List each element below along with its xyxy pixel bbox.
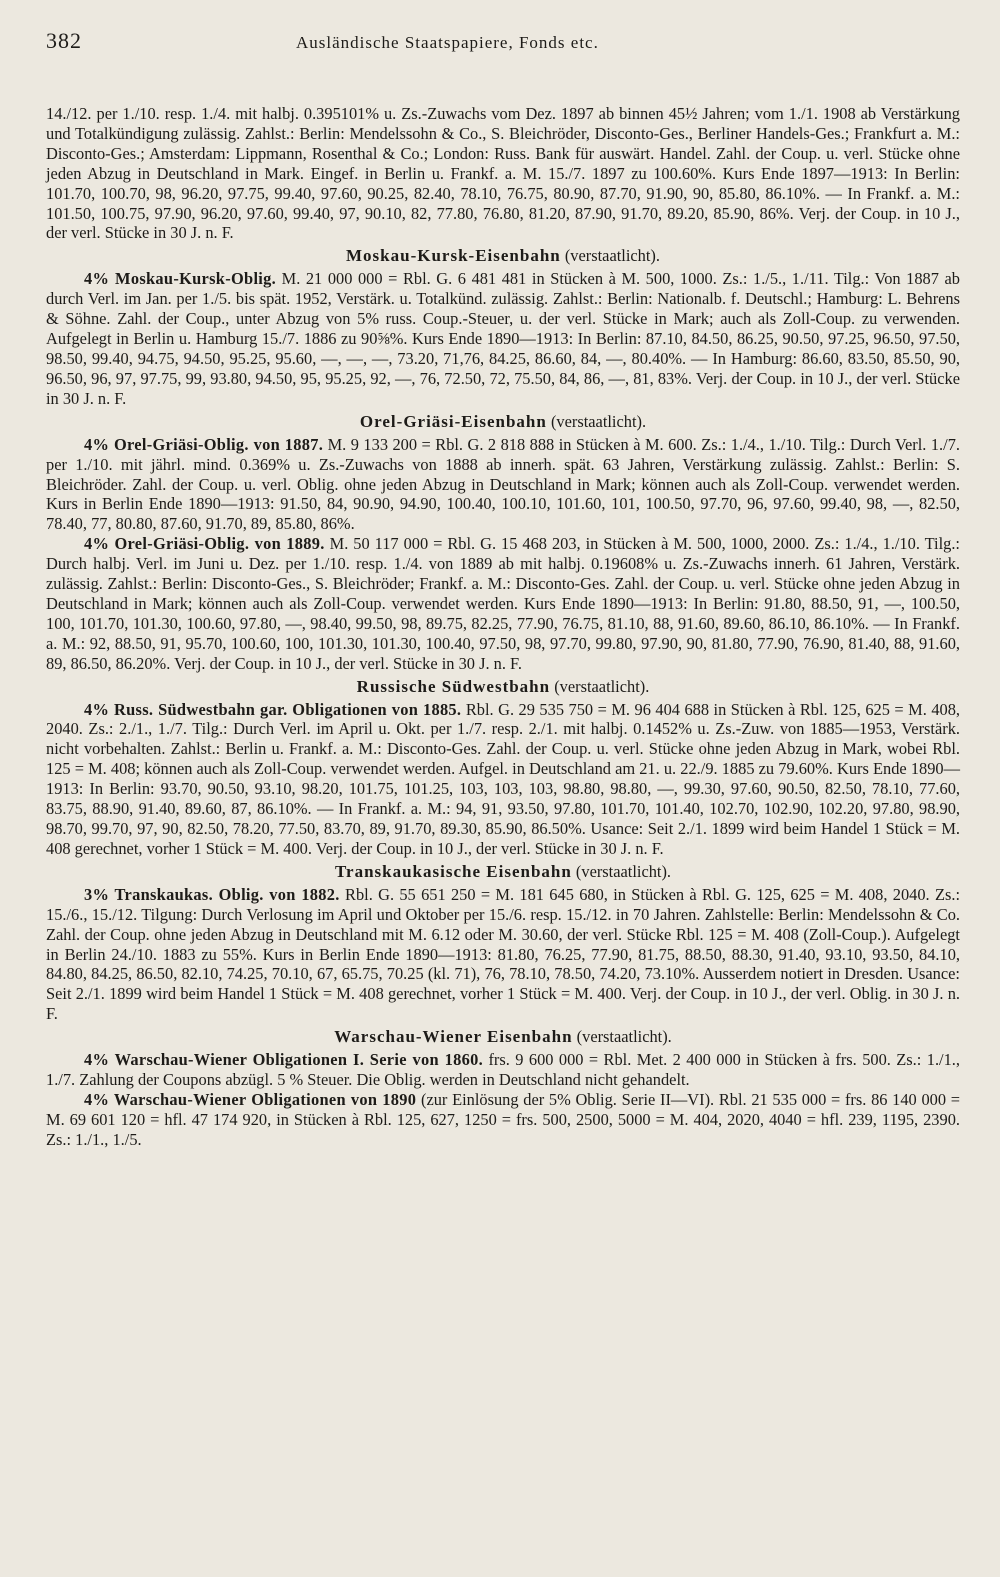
bond-entry-moskau-kursk (46, 269, 960, 408)
bond-title: 4% Moskau-Kursk-Oblig. (84, 269, 277, 289)
section-heading-note: (verstaatlicht). (546, 411, 647, 431)
bond-text: Rbl. G. 55 651 250 = M. 181 645 680, in Stücken à Rbl. G. 125, 625 = M. 408, 2040. Zs.: 15./6., 15./12. Tilgung: Durch Verlosung im April und Oktober per 15./6. resp. 15./12. in 70 Jahren. Zahlstelle: Berlin: Mendelssohn & Co. Zahl. der Coup. ohne jeden Abzug in Deutschland mit M. 6.12 oder M. 30.60, der verl. Stücke Rbl. 125 = M. 408 (Zoll-Coup.). Aufgelegt in Berlin 24./10. 1883 zu 55%. Kurs in Berlin Ende 1890—1913: 81.80, 76.25, 77.90, 81.75, 88.50, 88.30, 91.40, 93.10, 93.50, 84.10, 84.80, 84.25, 86.50, 82.10, 74.25, 70.10, 67, 65.75, 70.25 (kl. 71), 76, 78.10, 78.50, 74.20, 73.10%. Ausserdem notiert in Dresden. Usance: Seit 2./1. 1899 wird beim Handel 1 Stück = M. 408 gerechnet, vorher 1 Stück = M. 400. Verj. der Coup. in 10 J., der verl. Oblig. in 30 J. n. F. (46, 884, 961, 1024)
continued-paragraph: 14./12. per 1./10. resp. 1./4. mit halbj. 0.395101% u. Zs.-Zuwachs vom Dez. 1897 ab binnen 45½ Jahren; vom 1./1. 1908 ab Verstärkung und Totalkündigung zulässig. Zahlst.: Berlin: Mendelssohn & Co., S. Bleichröder, Disconto-Ges., Berliner Handels-Ges.; Frankfurt a. M.: Disconto-Ges.; Amsterdam: Lippmann, Rosenthal & Co.; London: Russ. Bank für auswärt. Handel. Zahl. der Coup. u. verl. Stücke ohne jeden Abzug in Deutschland in Mark. Eingef. in Berlin u. Frankf. a. M. 15./7. 1897 zu 100.60%. Kurs Ende 1897—1913: In Berlin: 101.70, 100.70, 98, 96.20, 97.75, 99.40, 97.60, 90.25, 82.40, 78.10, 76.75, 80.90, 87.70, 91.90, 90, 85.80, 86.10%. — In Frankf. a. M.: 101.50, 100.75, 97.90, 96.20, 97.60, 99.40, 97, 90.10, 82, 77.80, 76.80, 81.20, 87.90, 91.70, 89.20, 85.90, 86%. Verj. der Coup. in 10 J., der verl. Stücke in 30 J. n. F. (46, 104, 960, 243)
page-header (46, 28, 960, 64)
bond-text: frs. 9 600 000 = Rbl. Met. 2 400 000 in Stücken à frs. 500. Zs.: 1./1., 1./7. Zahlung der Coupons abzügl. 5 % Steuer. Die Oblig. werden in Deutschland nicht gehandelt. (46, 1050, 960, 1090)
bond-title: 3% Transkaukas. Oblig. von 1882. (84, 884, 340, 904)
section-heading-title: Orel-Griäsi-Eisenbahn (359, 411, 547, 431)
bond-title: 4% Orel-Griäsi-Oblig. von 1889. (84, 534, 325, 554)
bond-text: M. 50 117 000 = Rbl. G. 15 468 203, in Stücken à M. 500, 1000, 2000. Zs.: 1./4., 1./10. Tilg.: Durch halbj. Verl. im Juni u. Dez. per 1./10. resp. 1./4. von 1889 ab mit halbj. 0.19608% u. Zs.-Zuwachs innerh. 61 Jahren, Verstärk. zulässig. Zahlst.: Berlin: Disconto-Ges., S. Bleichröder; Frankf. a. M.: Disconto-Ges. Zahl. der Coup. u. verl. Stücke ohne jeden Abzug in Deutschland in Mark; können auch als Zoll-Coup. verwendet werden. Kurs Ende 1890—1913: In Berlin: 91.80, 88.50, 91, —, 100.50, 100, 101.70, 101.30, 100.60, 97.80, —, 98.40, 99.50, 98, 89.75, 82.25, 77.90, 76.75, 81.10, 88, 91.60, 89.60, 86.10, 86.10%. — In Frankf. a. M.: 92, 88.50, 91, 95.70, 100.60, 100, 101.30, 101.30, 100.40, 97.50, 98, 97.70, 99.80, 97.90, 90, 81.80, 77.90, 76.90, 81.40, 88, 91.60, 89, 86.50, 86.20%. Verj. der Coup. in 10 J., der verl. Stücke in 30 J. n. F. (46, 534, 960, 673)
bond-text: (zur Einlösung der 5% Oblig. Serie II—VI). Rbl. 21 535 000 = frs. 86 140 000 = M. 69 601 120 = hfl. 47 174 920, in Stücken à Rbl. 125, 627, 1250 = frs. 500, 2500, 5000 = M. 404, 2020, 4040 = hfl. 239, 1195, 2390. Zs.: 1./1., 1./5. (46, 1089, 960, 1149)
bond-entry-warschau-1860 (46, 1050, 960, 1090)
bond-text: M. 9 133 200 = Rbl. G. 2 818 888 in Stücken à M. 600. Zs.: 1./4., 1./10. Tilg.: Durch Verl. 1./7. per 1./10. mit jährl. mind. 0.369% u. Zs.-Zuwachs von 1888 ab innerh. spät. 63 Jahren, Verstärkung zulässig. Zahlst.: Berlin: S. Bleichröder. Zahl. der Coup. u. verl. Oblig. ohne jeden Abzug in Deutschland in Mark; können auch als Zoll-Coup. verwendet werden. Kurs in Berlin Ende 1890—1913: 91.50, 84, 90.90, 94.90, 100.40, 100.10, 101.60, 101, 100.50, 97.70, 96, 97.60, 99.40, 98, —, 82.50, 78.40, 77, 80.80, 87.60, 91.70, 89, 85.80, 86%. (46, 434, 960, 534)
section-heading-note: (verstaatlicht). (572, 1027, 672, 1047)
running-title: Ausländische Staatspapiere, Fonds etc. (296, 33, 599, 52)
section-heading-warschau-wien (46, 1027, 960, 1047)
section-heading-note: (verstaatlicht). (550, 676, 650, 696)
bond-entry-suedwestbahn (46, 700, 960, 859)
bond-text: Rbl. G. 29 535 750 = M. 96 404 688 in Stücken à Rbl. 125, 625 = M. 408, 2040. Zs.: 2./1., 1./7. Tilg.: Durch Verl. im April u. Okt. per 1./7. resp. 2./1. mit halbj. 0.1452% u. Zs.-Zuw. von 1885—1953, Verstärk. nicht vorbehalten. Zahlst.: Berlin u. Frankf. a. M.: Disconto-Ges. Zahl. der Coup. u. verl. Stücke ohne jeden Abzug in Mark, wobei Rbl. 125 = M. 408; können auch als Zoll-Coup. verwendet werden. Aufgel. in Deutschland am 21. u. 22./9. 1885 zu 79.60%. Kurs Ende 1890—1913: In Berlin: 93.70, 90.50, 93.10, 98.20, 101.75, 101.25, 103, 103, 103, 98.80, 98.80, —, 99.30, 97.60, 90.50, 82.50, 78.10, 77.60, 83.75, 88.90, 91.40, 89.60, 87, 86.10%. — In Frankf. a. M.: 94, 91, 93.50, 97.80, 101.70, 101.40, 102.70, 102.90, 102.20, 97.80, 98.90, 98.70, 99.70, 97, 90, 82.50, 78.20, 77.50, 83.70, 89, 91.70, 89.30, 85.90, 86.50%. Usance: Seit 2./1. 1899 wird beim Handel 1 Stück = M. 408 gerechnet, vorher 1 Stück = M. 400. Verj. der Coup. in 10 J., der verl. Stücke in 30 J. n. F. (46, 699, 961, 858)
bond-entry-transkaukasisch (46, 885, 960, 1024)
bond-title: 4% Warschau-Wiener Obligationen I. Serie von 1860. (84, 1050, 484, 1070)
bond-title: 4% Orel-Griäsi-Oblig. von 1887. (84, 434, 324, 454)
section-heading-moskau-kursk (46, 246, 960, 266)
page-number: 382 (46, 28, 82, 53)
section-heading-note: (verstaatlicht). (560, 246, 660, 266)
bond-entry-orel-1887 (46, 435, 960, 535)
bond-entry-warschau-1890 (46, 1090, 960, 1150)
bond-title: 4% Russ. Südwestbahn gar. Obligationen von 1885. (84, 699, 462, 719)
section-heading-title: Moskau-Kursk-Eisenbahn (346, 246, 561, 266)
section-heading-suedwestbahn (46, 677, 960, 697)
bond-entry-orel-1889 (46, 534, 960, 673)
section-heading-title: Warschau-Wiener Eisenbahn (334, 1027, 573, 1047)
section-heading-orel-griaesi (46, 412, 960, 432)
bond-text: M. 21 000 000 = Rbl. G. 6 481 481 in Stücken à M. 500, 1000. Zs.: 1./5., 1./11. Tilg.: Von 1887 ab durch Verl. im Jan. per 1./5. bis spät. 1952, Verstärk. u. Totalkünd. zulässig. Zahlst.: Berlin: Nationalb. f. Deutschl.; Hamburg: L. Behrens & Söhne. Zahl. der Coup., unter Abzug von 5% russ. Coup.-Steuer, u. der verl. Stücke in Mark; auch als Zoll-Coup. zu verwenden. Aufgelegt in Berlin u. Hamburg 15./7. 1886 zu 90⅝%. Kurs Ende 1890—1913: In Berlin: 87.10, 84.50, 86.25, 90.50, 97.25, 96.50, 97.50, 98.50, 99.40, 94.75, 94.50, 95.25, 95.60, —, —, —, 73.20, 71,76, 84.25, 86.60, 84, —, 80.40%. — In Hamburg: 86.60, 83.50, 85.50, 90, 96.50, 96, 97, 97.75, 99, 93.80, 94.50, 95, 95.25, 92, —, 76, 72.50, 72, 75.50, 84, 86, —, 81, 83%. Verj. der Coup. in 10 J., der verl. Stücke in 30 J. n. F. (46, 269, 960, 408)
bond-title: 4% Warschau-Wiener Obligationen von 1890 (84, 1089, 417, 1109)
section-heading-title: Russische Südwestbahn (356, 676, 551, 696)
section-heading-transkaukasisch (46, 862, 960, 882)
section-heading-note: (verstaatlicht). (571, 861, 672, 881)
section-heading-title: Transkaukasische Eisenbahn (334, 861, 572, 881)
